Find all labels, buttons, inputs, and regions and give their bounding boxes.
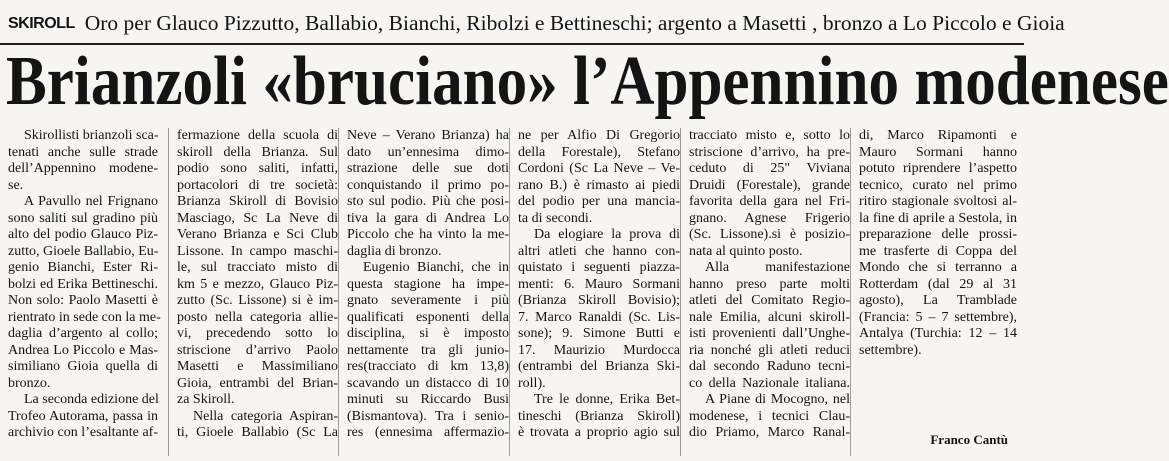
article-line: (Francia: 5 – 7 settembre),	[859, 309, 1017, 325]
article-line: hanno preso parte molti	[689, 276, 850, 292]
article-line: Rotterdam (dal 29 al 31	[859, 276, 1017, 292]
article-line: di, Marco Ripamonti e	[859, 128, 1017, 143]
article-line: ti, Gioele Ballabio (Sc La	[177, 425, 338, 440]
article-line: 7. Marco Ranaldi (Sc. Lis-	[518, 309, 680, 325]
article-body	[0, 128, 1024, 456]
article-line: bolzi ed Erika Bettineschi.	[8, 276, 158, 292]
article-line: Lissone. In campo maschi-	[177, 243, 338, 259]
article-line: ne per Alfio Di Gregorio	[518, 128, 680, 143]
article-line: res (ennesima affermazio-	[347, 425, 509, 440]
article-line: sone); 9. Simone Butti e	[518, 326, 680, 341]
article-line: bronzo.	[8, 375, 51, 391]
article-line: modenese, i tecnici Clau-	[689, 408, 850, 424]
article-line: striscione d’arrivo Paolo	[177, 342, 338, 358]
article-line: atleti del Comitato Regio-	[689, 293, 850, 308]
article-line: minuti su Riccardo Busi	[347, 392, 509, 407]
article-line: dio Priamo, Marco Ranal-	[689, 425, 850, 440]
article-line: ceduto di 25" Viviana	[689, 161, 850, 176]
article-line: La seconda edizione del	[24, 392, 159, 407]
article-line: isti provenienti dall’Unghe-	[689, 326, 850, 341]
article-line: questa stagione ha impe-	[347, 276, 509, 292]
article-line: strazione delle sue doti	[347, 161, 509, 176]
article-line: gnato severamente i più	[347, 293, 509, 308]
article-line: 17. Maurizio Murdocca	[518, 342, 680, 358]
article-line: quistato i seguenti piazza-	[518, 260, 680, 275]
article-line: conquistando il primo po-	[347, 177, 509, 193]
article-line: gnano. Agnese Frigerio	[689, 210, 850, 226]
article-line: dell’Appennino modene-	[8, 161, 158, 176]
article-line: Nella categoria Aspiran-	[193, 408, 338, 424]
section-label: SKIROLL	[8, 15, 75, 32]
article-line: la fine di aprile a Sestola, in	[859, 210, 1017, 226]
article-line: Piccolo che ha vinto la me-	[347, 227, 509, 242]
article-line: res(tracciato di km 13,8)	[347, 359, 509, 374]
article-line: Eugenio Bianchi, che in	[363, 260, 509, 275]
article-line: altri atleti che hanno con-	[518, 243, 680, 259]
article-line: za Skiroll.	[177, 392, 235, 407]
article-line: ritiro stagionale svoltosi al-	[859, 194, 1017, 209]
article-line: daglia di bronzo.	[347, 243, 442, 259]
article-line: tenati anche sulle strade	[8, 144, 158, 160]
kicker-text: Oro per Glauco Pizzutto, Ballabio, Bianchi, Ribolzi e Bettineschi; argento a Masetti , bronzo a Lo Piccolo e Gioia	[84, 11, 1065, 35]
article-line: ria nonché gli atleti reduci	[689, 342, 850, 358]
article-line: Trofeo Autorama, passa in	[8, 408, 158, 424]
article-line: le, sul tracciato misto di	[177, 260, 338, 275]
article-line: archivio con l’esaltante af-	[8, 425, 158, 440]
article-line: Antalya (Turchia: 12 – 14	[859, 326, 1017, 341]
article-line: tineschi (Brianza Skiroll)	[518, 408, 680, 424]
article-line: podio sono saliti, infatti,	[177, 161, 338, 176]
article-column-3	[338, 128, 509, 456]
article-line: genio Bianchi, Ester Ri-	[8, 260, 158, 275]
headline: Brianzoli «bruciano» l’Appennino modenese	[6, 43, 1169, 120]
article-line: A Piane di Mocogno, nel	[705, 392, 850, 407]
article-line: co della Nazionale italiana.	[689, 375, 850, 391]
article-line: potuto riprendere l’aspetto	[859, 161, 1017, 176]
article-line: è trovata a proprio agio sul	[518, 425, 680, 440]
article-line: Masetti e Massimiliano	[177, 359, 338, 374]
article-column-4	[509, 128, 680, 456]
article-line: tecnico, curato nel primo	[859, 177, 1017, 193]
article-line: km 5 e mezzo, Glauco Piz-	[177, 276, 338, 292]
article-line: tiva la gara di Andrea Lo	[347, 210, 509, 226]
article-line: (Bismantova). Tra i senio-	[347, 408, 509, 424]
article-line: A Pavullo nel Frignano	[24, 194, 158, 209]
article-line: se.	[8, 177, 24, 193]
article-column-2	[168, 128, 338, 456]
article-line: Non solo: Paolo Masetti è	[8, 293, 158, 308]
article-line: del podio per una mancia-	[518, 194, 680, 209]
article-line: Alla manifestazione	[705, 260, 850, 275]
article-column-1	[8, 128, 161, 456]
article-line: Mauro Sormani hanno	[859, 144, 1017, 160]
article-line: Mondo che si terranno a	[859, 260, 1017, 275]
article-line: zutto, Gioele Ballabio, Eu-	[8, 243, 159, 259]
article-line: nettamente tra gli junio-	[347, 342, 509, 358]
article-line: menti: 6. Mauro Sormani	[518, 276, 680, 292]
article-line: rientrato in sede con la me-	[8, 309, 161, 325]
article-line: sono saliti sul gradino più	[8, 210, 158, 226]
article-line: Druidi (Forestale), grande	[689, 177, 850, 193]
article-line: settembre).	[859, 342, 922, 358]
article-line: Cordoni (Sc La Neve – Ve-	[518, 161, 680, 176]
article-line: posto nella categoria allie-	[177, 309, 338, 325]
article-line: della Forestale), Stefano	[518, 144, 680, 160]
article-line: Neve – Verano Brianza) ha	[347, 128, 509, 143]
article-line: (Sc. Lissone).si è posizio-	[689, 227, 850, 242]
article-line: favorita della gara nel Fri-	[689, 194, 850, 209]
byline: Franco Cantù	[930, 432, 1008, 447]
article-line: fermazione della scuola di	[177, 128, 338, 143]
article-line: scavando un distacco di 10	[347, 375, 509, 391]
article-line: ta di secondi.	[518, 210, 593, 226]
article-line: Da elogiare la prova di	[534, 227, 680, 242]
article-column-6	[850, 128, 1017, 456]
article-line: sto sul podio. Più che posi-	[347, 194, 509, 209]
article-line: preparazione delle prossi-	[859, 227, 1017, 242]
article-line: nata al quinto posto.	[689, 243, 803, 259]
article-line: disciplina, si è imposto	[347, 326, 509, 341]
article-line: Andrea Lo Piccolo e Mas-	[8, 342, 158, 358]
article-line: similiano Gioia quella di	[8, 359, 158, 374]
article-line: nale Emilia, alcuni skiroll-	[689, 309, 850, 325]
article-line: Gioia, entrambi del Brian-	[177, 375, 338, 391]
article-line: (entrambi del Brianza Ski-	[518, 359, 680, 374]
article-line: tracciato misto e, sotto lo	[689, 128, 850, 143]
article-line: agosto), La Tramblade	[859, 293, 1017, 308]
article-column-5	[680, 128, 850, 456]
article-line: dato un’ennesima dimo-	[347, 144, 509, 160]
article-line: skiroll della Brianza. Sul	[177, 144, 338, 160]
article-line: Verano Brianza e Sci Club	[177, 227, 338, 242]
article-line: dal secondo Raduno tecni-	[689, 359, 850, 374]
article-line: alto del podio Glauco Piz-	[8, 227, 158, 242]
article-line: daglia d’argento al collo;	[8, 326, 158, 341]
article-line: qualificati esponenti della	[347, 309, 509, 325]
article-line: me trasferte di Coppa del	[859, 243, 1017, 259]
article-line: roll).	[518, 375, 546, 391]
article-line: zutto (Sc. Lissone) si è im-	[177, 293, 338, 308]
article-line: rano B.) è rimasto ai piedi	[518, 177, 680, 193]
article-line: striscione d’arrivo, ha pre-	[689, 144, 850, 160]
article-line: Masciago, Sc La Neve di	[177, 210, 338, 226]
article-line: vi, precedendo sotto lo	[177, 326, 338, 341]
article-line: (Brianza Skiroll Bovisio);	[518, 293, 680, 308]
kicker	[8, 6, 1065, 40]
article-line: Brianza Skiroll di Bovisio	[177, 194, 338, 209]
article-line: Tre le donne, Erika Bet-	[534, 392, 680, 407]
article-line: portacolori di tre società:	[177, 177, 338, 193]
article-line: Skirollisti brianzoli sca-	[24, 128, 159, 143]
